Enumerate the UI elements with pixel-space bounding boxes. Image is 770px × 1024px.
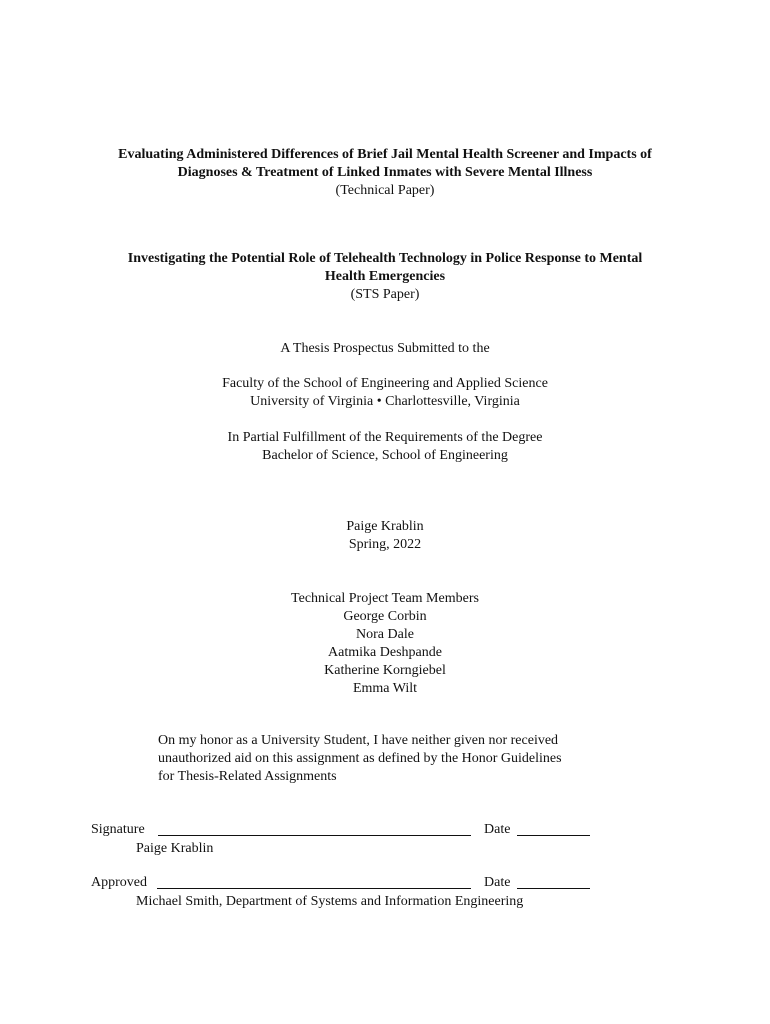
approval-line [91, 874, 691, 892]
team-member: George Corbin [343, 609, 427, 624]
honor-line-2: unauthorized aid on this assignment as defined by the Honor Guidelines [158, 751, 562, 766]
technical-paper-type: (Technical Paper) [335, 183, 435, 198]
team-heading: Technical Project Team Members [291, 591, 479, 606]
honor-line-3: for Thesis-Related Assignments [158, 769, 337, 784]
author-term: Spring, 2022 [348, 537, 422, 552]
signature-line [91, 821, 691, 839]
signature-label: Signature [91, 822, 145, 837]
sts-paper-type: (STS Paper) [350, 287, 420, 302]
prospectus-submitted-to: A Thesis Prospectus Submitted to the [280, 341, 490, 356]
institution-block [0, 375, 770, 411]
fulfillment-block [0, 429, 770, 465]
approval-label: Approved [91, 875, 147, 890]
approval-block [91, 874, 691, 909]
author-block [0, 518, 770, 554]
team-member: Emma Wilt [352, 681, 418, 696]
prospectus-statement [0, 340, 770, 358]
signature-block [91, 821, 691, 856]
sts-paper-title-line-1: Investigating the Potential Role of Telehealth Technology in Police Response to Mental [127, 251, 643, 266]
honor-pledge [158, 732, 562, 786]
team-member: Katherine Korngiebel [324, 663, 446, 678]
signature-field[interactable] [158, 835, 471, 836]
approver-name: Michael Smith, Department of Systems and Information Engineering [136, 894, 524, 909]
technical-paper-title-line-2: Diagnoses & Treatment of Linked Inmates with Severe Mental Illness [177, 165, 593, 180]
author-name: Paige Krablin [346, 519, 424, 534]
approval-date-field[interactable] [517, 888, 590, 889]
honor-line-1: On my honor as a University Student, I have neither given nor received [158, 733, 559, 748]
approval-date-label: Date [484, 875, 511, 890]
signer-name: Paige Krablin [136, 841, 214, 856]
university-location: University of Virginia • Charlottesville, Virginia [250, 394, 520, 409]
team-member: Nora Dale [356, 627, 414, 642]
team-block [0, 590, 770, 698]
technical-paper-title-line-1: Evaluating Administered Differences of Brief Jail Mental Health Screener and Impacts of [118, 147, 652, 162]
fulfillment-line-1: In Partial Fulfillment of the Requirements of the Degree [227, 430, 543, 445]
sts-paper-title-block [0, 250, 770, 304]
sts-paper-title-line-2: Health Emergencies [324, 269, 446, 284]
degree-line: Bachelor of Science, School of Engineering [262, 448, 508, 463]
team-member: Aatmika Deshpande [328, 645, 442, 660]
signature-date-field[interactable] [517, 835, 590, 836]
signature-date-label: Date [484, 822, 511, 837]
technical-paper-title-block [0, 146, 770, 200]
approval-signature-field[interactable] [157, 888, 471, 889]
faculty-name: Faculty of the School of Engineering and Applied Science [222, 376, 548, 391]
